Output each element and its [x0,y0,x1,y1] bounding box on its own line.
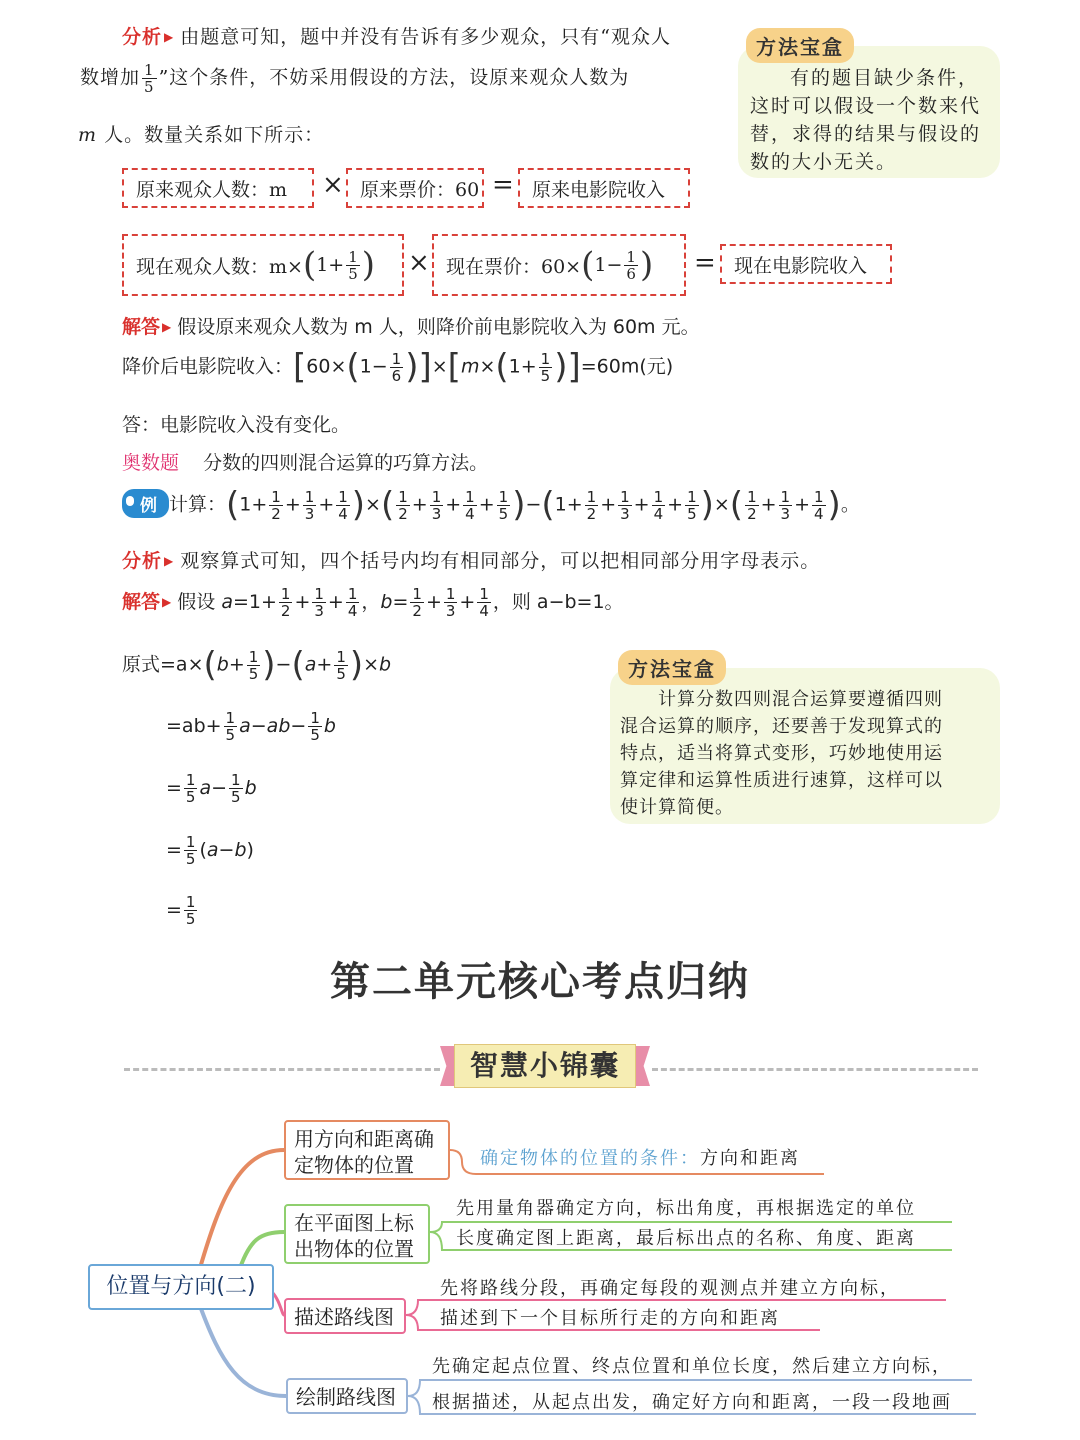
derivation-step-4: = $\frac{1}{5}$ [166,893,196,928]
solution-line-2: 降价后电影院收入：[60×(1− $\frac{1}{6}$ )]×[m×(1+ $\frac{1}{5}$ )]=60m(元) [122,347,674,387]
current-price-box: 现在票价：60× ( 1− $\frac{1}{6}$ ) [432,234,686,296]
analysis-text: 由题意可知，题中并没有告诉有多少观众，只有“观众人 [180,26,671,48]
solution2-line: 解答 ▶ 假设 a=1+ $\frac{1}{2}$ + $\frac{1}{3}$ + $\frac{1}{4}$ ，b= $\frac{1}{2}$ + $\frac{1}{3}$ + $\frac{1}{4}$ ，则 a−b=1。 [122,585,624,620]
example-prefix: 计算： [169,493,227,516]
tip-line: 使计算简便。 [620,797,734,818]
analysis-text: 观察算式可知，四个括号内均有相同部分，可以把相同部分用字母表示。 [180,550,821,572]
solution-label: 解答 [122,591,161,613]
olympiad-label: 奥数题 [122,452,180,474]
analysis-label: 分析 [122,550,163,572]
triangle-icon: ▶ [164,30,175,44]
triangle-icon: ▶ [162,595,172,609]
fraction: $\frac{1}{5}$ [144,61,155,96]
tip-line: 混合运算的顺序，还要善于发现算式的 [620,716,943,737]
example-line: 例 计算：(1+ $\frac{1}{2}$ + $\frac{1}{3}$ + $\frac{1}{4}$ )×( $\frac{1}{2}$ + $\frac{1}{3}$ + $\frac{1}{4}$ + $\frac{1}{5}$ )−(1+ $\frac{1}{2}$ + $\frac{1}{3}$ + $\frac{1}{4}$ + $\frac{1}{5}$ )×( $\frac{1}{2}$ + $\frac{1}{3}$ + $\frac{1}{4}$ )。 [122,488,860,522]
times-sign: × [408,248,430,278]
tip-line: 特点，适当将算式变形，巧妙地使用运 [620,743,943,764]
analysis-text: ”这个条件，不妨采用假设的方法，设原来观众人数为 [158,66,630,89]
tip-line: 替，求得的结果与假设的 [750,123,982,145]
equals-sign: = [694,248,716,278]
mindmap-branch-4: 绘制路线图 [286,1378,408,1414]
answer-line: 答：电影院收入没有变化。 [122,414,351,436]
derivation-step-3: = $\frac{1}{5}$ (a−b) [166,833,254,868]
branch-4-desc-2: 根据描述，从起点出发，确定好方向和距离，一段一段地画 [432,1392,952,1413]
analysis-text: 人。数量关系如下所示： [97,124,325,146]
mindmap-root: 位置与方向(二) [88,1264,274,1310]
solution-text: 假设原来观众人数为 m 人，则降价前电影院收入为 60m 元。 [177,316,700,338]
analysis-label: 分析 [122,26,163,48]
solution-label: 解答 [122,316,161,338]
derivation-step-1: =ab+ $\frac{1}{5}$ a−ab− $\frac{1}{5}$ b [166,709,336,744]
example-badge: 例 [122,489,169,518]
branch-3-desc-1: 先将路线分段，再确定每段的观测点并建立方向标， [440,1278,900,1299]
tip-line: 这时可以假设一个数来代 [750,95,982,117]
banner: 智慧小锦囊 [454,1044,636,1088]
analysis-text: 数增加 [80,66,141,89]
variable-m: m [78,124,98,146]
tip-line: 数的大小无关。 [750,151,898,173]
method-tip-tag-2: 方法宝盒 [618,650,726,685]
mindmap-branch-2: 在平面图上标 出物体的位置 [284,1204,430,1264]
derivation-step-0: 原式=a×(b+ $\frac{1}{5}$ )−(a+ $\frac{1}{5}$ )×b [122,645,392,685]
mindmap-branch-3: 描述路线图 [284,1298,406,1334]
branch-4-desc-1: 先确定起点位置、终点位置和单位长度，然后建立方向标， [432,1356,952,1377]
mindmap-branch-1: 用方向和距离确 定物体的位置 [284,1120,450,1180]
equals-sign: = [492,170,514,200]
derivation-step-2: = $\frac{1}{5}$ a− $\frac{1}{5}$ b [166,771,257,806]
original-price-box: 原来票价：60 [346,168,484,208]
branch-2-desc-2: 长度确定图上距离，最后标出点的名称、角度、距离 [456,1228,916,1249]
olympiad-title: 分数的四则混合运算的巧算方法。 [203,452,489,474]
tip-line: 计算分数四则混合运算要遵循四则 [658,689,943,710]
times-sign: × [322,170,344,200]
triangle-icon: ▶ [162,320,172,334]
original-audience-box: 原来观众人数：m [122,168,314,208]
original-income-box: 原来电影院收入 [518,168,690,208]
tip-line: 算定律和运算性质进行速算，这样可以 [620,770,943,791]
method-tip-tag: 方法宝盒 [746,28,854,63]
tip-line: 有的题目缺少条件， [790,67,980,89]
current-audience-box: 现在观众人数：m× ( 1+ $\frac{1}{5}$ ) [122,234,404,296]
branch-3-desc-2: 描述到下一个目标所行走的方向和距离 [440,1308,780,1329]
branch-2-desc-1: 先用量角器确定方向，标出角度，再根据选定的单位 [456,1198,916,1219]
current-income-box: 现在电影院收入 [720,244,892,284]
branch-1-desc: 确定物体的位置的条件：方向和距离 [480,1148,800,1169]
triangle-icon: ▶ [164,554,175,568]
unit-title: 第二单元核心考点归纳 [330,959,750,1005]
